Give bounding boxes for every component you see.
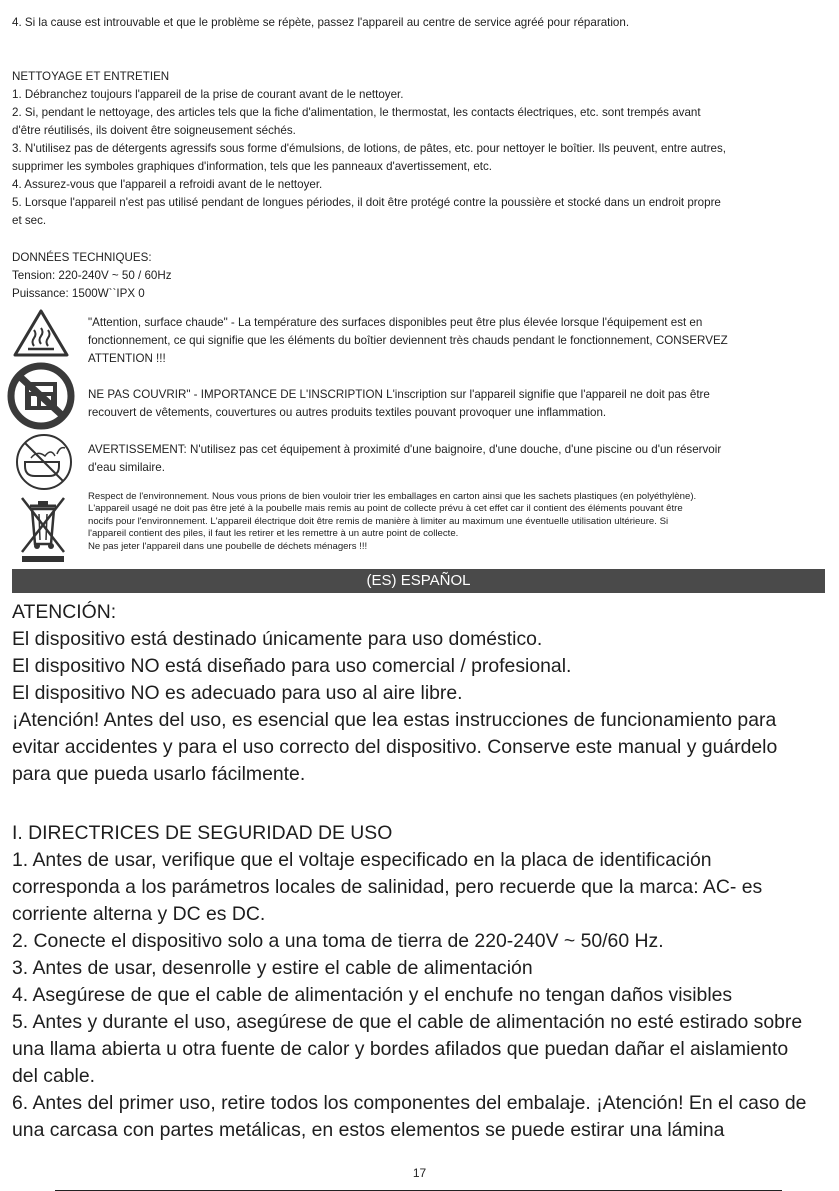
cleaning-title: NETTOYAGE ET ENTRETIEN xyxy=(12,70,170,83)
cleaning-line: et sec. xyxy=(12,214,47,227)
safety-line: 2. Conecte el dispositivo solo a una toma de tierra de 220-240V ~ 50/60 Hz. xyxy=(12,930,664,952)
page-number: 17 xyxy=(412,1166,427,1180)
cleaning-line: 3. N'utilisez pas de détergents agressifs sous forme d'émulsions, de lotions, de pâtes, etc. pour nettoyer le boîtier. Ils peuvent, entre autres, xyxy=(12,142,726,155)
warning-line: fonctionnement, ce qui signifie que les éléments du boîtier deviennent très chauds pendant le fonctionnement, CONSERVEZ xyxy=(88,334,728,347)
attention-line: evitar accidentes y para el uso correcto del dispositivo. Conserve este manual y guárdelo xyxy=(12,736,778,758)
technical-data xyxy=(12,249,172,303)
do-not-cover-icon xyxy=(5,362,77,430)
warning-line: recouvert de vêtements, couvertures ou autres produits textiles pouvant provoquer une inflammation. xyxy=(88,406,607,419)
warning-line: l'appareil contient des piles, il faut les retirer et les remettre à un autre point de collecte. xyxy=(88,528,459,540)
safety-line: 5. Antes y durante el uso, asegúrese de que el cable de alimentación no esté estirado sobre xyxy=(12,1011,803,1033)
warning-line: NE PAS COUVRIR" - IMPORTANCE DE L'INSCRIPTION L'inscription sur l'appareil signifie que l'appareil ne doit pas être xyxy=(88,388,710,401)
attention-line: El dispositivo está destinado únicamente para uso doméstico. xyxy=(12,628,543,650)
cleaning-line: d'être réutilisés, ils doivent être soigneusement séchés. xyxy=(12,124,296,137)
attention-line: ATENCIÓN: xyxy=(12,601,117,623)
attention-line: para que pueda usarlo fácilmente. xyxy=(12,763,306,785)
cleaning-section xyxy=(12,68,832,230)
safety-line: del cable. xyxy=(12,1065,96,1087)
hot-surface-icon xyxy=(12,308,70,358)
attention-line: El dispositivo NO está diseñado para uso comercial / profesional. xyxy=(12,655,572,677)
warning-line: L'appareil usagé ne doit pas être jeté à la poubelle mais remis au point de collecte prévu à cet effet car il contient des éléments pouvant être xyxy=(88,503,683,515)
top-note-text: 4. Si la cause est introuvable et que le problème se répète, passez l'appareil au centre de service agréé pour réparation. xyxy=(12,16,630,29)
warning-line: ATTENTION !!! xyxy=(88,352,166,365)
warning-do-not-cover xyxy=(88,386,828,422)
safety-line: 3. Antes de usar, desenrolle y estire el cable de alimentación xyxy=(12,957,533,979)
no-bath-icon xyxy=(13,432,75,492)
technical-title: DONNÉES TECHNIQUES: xyxy=(12,251,152,264)
section-header-spanish: (ES) ESPAÑOL xyxy=(12,569,825,593)
safety-line: 1. Antes de usar, verifique que el voltaje especificado en la placa de identificación xyxy=(12,849,712,871)
warning-hot-surface xyxy=(88,314,828,368)
spanish-safety xyxy=(12,820,832,1144)
crossed-bin-icon xyxy=(16,494,70,564)
warning-line: AVERTISSEMENT: N'utilisez pas cet équipement à proximité d'une baignoire, d'une douche, d'une piscine ou d'un réservoir xyxy=(88,443,722,456)
cleaning-line: 2. Si, pendant le nettoyage, des articles tels que la fiche d'alimentation, le thermostat, les contacts électriques, etc. sont trempés avant xyxy=(12,106,701,119)
attention-line: El dispositivo NO es adecuado para uso al aire libre. xyxy=(12,682,463,704)
warning-line: d'eau similaire. xyxy=(88,461,165,474)
warning-no-bath xyxy=(88,441,828,477)
safety-line: una llama abierta u otra fuente de calor y bordes afilados que puedan dañar el aislamiento xyxy=(12,1038,789,1060)
cleaning-line: 4. Assurez-vous que l'appareil a refroidi avant de le nettoyer. xyxy=(12,178,323,191)
attention-line: ¡Atención! Antes del uso, es esencial que lea estas instrucciones de funcionamiento para xyxy=(12,709,777,731)
warning-line: Ne pas jeter l'appareil dans une poubelle de déchets ménagers !!! xyxy=(88,540,368,552)
safety-line: 6. Antes del primer uso, retire todos los componentes del embalaje. ¡Atención! En el caso de xyxy=(12,1092,807,1114)
spanish-attention xyxy=(12,599,832,788)
safety-line: I. DIRECTRICES DE SEGURIDAD DE USO xyxy=(12,822,393,844)
safety-line: corresponda a los parámetros locales de salinidad, pero recuerde que la marca: AC- es xyxy=(12,876,763,898)
warning-line: "Attention, surface chaude" - La température des surfaces disponibles peut être plus élevée lorsque l'équipement est en xyxy=(88,316,703,329)
safety-line: corriente alterna y DC es DC. xyxy=(12,903,266,925)
cleaning-line: 1. Débranchez toujours l'appareil de la prise de courant avant de le nettoyer. xyxy=(12,88,404,101)
cleaning-line: supprimer les symboles graphiques d'information, tels que les panneaux d'avertissement, etc. xyxy=(12,160,493,173)
warning-line: nocifs pour l'environnement. L'appareil électrique doit être remis de manière à limiter au maximum une éventuelle utilisation ultérieure. Si xyxy=(88,515,669,527)
warning-environment xyxy=(88,491,833,553)
technical-power: Puissance: 1500W``IPX 0 xyxy=(12,287,145,300)
technical-voltage: Tension: 220-240V ~ 50 / 60Hz xyxy=(12,269,172,282)
warning-line: Respect de l'environnement. Nous vous prions de bien vouloir trier les emballages en carton ainsi que les sachets plastiques (en polyéthylène). xyxy=(88,491,697,502)
cleaning-line: 5. Lorsque l'appareil n'est pas utilisé pendant de longues périodes, il doit être protégé contre la poussière et stocké dans un endroit propre xyxy=(12,196,721,209)
safety-line: 4. Asegúrese de que el cable de alimentación y el enchufe no tengan daños visibles xyxy=(12,984,733,1006)
safety-line: una carcasa con partes metálicas, en estos elementos se puede estirar una lámina xyxy=(12,1119,725,1141)
top-note xyxy=(12,14,629,32)
